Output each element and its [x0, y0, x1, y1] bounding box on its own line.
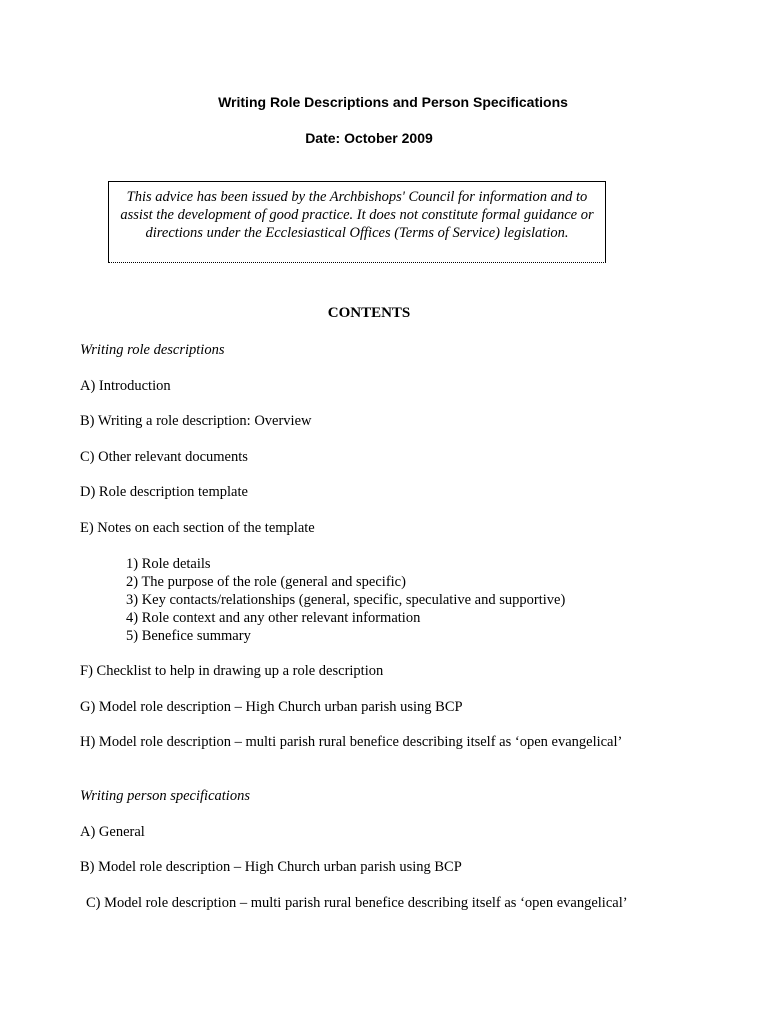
- toc-item: C) Model role description – multi parish rural benefice describing itself as ‘open evangelical’: [86, 895, 628, 911]
- disclaimer-box: [108, 181, 606, 263]
- toc-item: A) General: [80, 824, 145, 840]
- toc-item: D) Role description template: [80, 484, 248, 500]
- toc-item: B) Writing a role description: Overview: [80, 413, 312, 429]
- section-heading-person-specifications: Writing person specifications: [80, 788, 250, 804]
- toc-item: C) Other relevant documents: [80, 449, 248, 465]
- toc-item: F) Checklist to help in drawing up a role description: [80, 663, 384, 679]
- toc-sublist: [126, 555, 565, 645]
- toc-subitem: 1) Role details: [126, 556, 211, 572]
- disclaimer-text: This advice has been issued by the Archbishops' Council for information and to assist the development of good practice. It does not constitute formal guidance or directions under the Ecclesiastical Offices (Terms of Service) legislation.: [120, 189, 594, 241]
- toc-subitem: 2) The purpose of the role (general and specific): [126, 574, 406, 590]
- toc-item: E) Notes on each section of the template: [80, 520, 315, 536]
- toc-subitem: 3) Key contacts/relationships (general, specific, speculative and supportive): [126, 592, 566, 608]
- section-heading-role-descriptions: Writing role descriptions: [80, 342, 225, 358]
- toc-item: G) Model role description – High Church urban parish using BCP: [80, 699, 463, 715]
- toc-subitem: 5) Benefice summary: [126, 628, 251, 644]
- toc-item: B) Model role description – High Church urban parish using BCP: [80, 859, 462, 875]
- document-title: Writing Role Descriptions and Person Specifications: [218, 94, 568, 110]
- toc-item: A) Introduction: [80, 378, 171, 394]
- toc-subitem: 4) Role context and any other relevant information: [126, 610, 421, 626]
- toc-item: H) Model role description – multi parish rural benefice describing itself as ‘open evangelical’: [80, 734, 623, 750]
- document-date: Date: October 2009: [305, 130, 433, 146]
- contents-heading: CONTENTS: [327, 305, 411, 321]
